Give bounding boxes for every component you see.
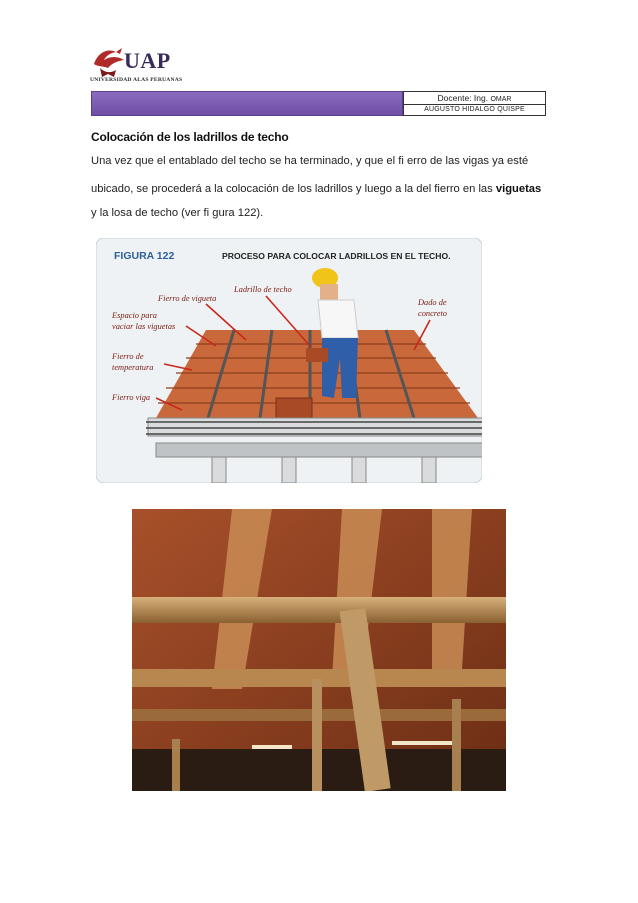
label-dado-2: concreto	[418, 309, 447, 318]
docente-name: AUGUSTO HIDALGO QUISPE	[424, 106, 525, 113]
label-fierro-temp-1: Fierro de	[112, 352, 144, 361]
docente-label: Docente: Ing.	[437, 93, 489, 103]
label-espacio-1: Espacio para	[112, 311, 157, 320]
label-espacio-2: vaciar las viguetas	[112, 322, 176, 331]
paragraph-line-2-text: ubicado, se procederá a la colocación de los ladrillos y luego a la del fierro en las	[91, 183, 493, 195]
formwork-photo	[132, 509, 506, 791]
label-fierro-vigueta: Fierro de vigueta	[158, 294, 217, 303]
header-accent-bar	[91, 91, 403, 116]
logo-text: UAP	[124, 48, 171, 73]
uap-logo	[90, 44, 200, 90]
figure-122-illustration	[96, 238, 482, 483]
figure-title: PROCESO PARA COLOCAR LADRILLOS EN EL TECHO.	[222, 251, 451, 261]
label-ladrillo: Ladrillo de techo	[234, 285, 292, 294]
figure-number: FIGURA 122	[114, 250, 175, 262]
logo-subtitle: UNIVERSIDAD ALAS PERUANAS	[90, 77, 183, 83]
paragraph-line-2	[91, 183, 541, 195]
label-fierro-viga: Fierro viga	[112, 393, 151, 402]
viguetas-bold: viguetas	[495, 183, 542, 195]
paragraph-line-1: Una vez que el entablado del techo se ha terminado, y que el fi erro de las vigas ya esté	[91, 155, 529, 167]
paragraph-line-3: y la losa de techo (ver fi gura 122).	[91, 207, 264, 219]
docente-box	[403, 91, 546, 116]
section-heading: Colocación de los ladrillos de techo	[91, 130, 289, 144]
label-dado-1: Dado de	[418, 298, 447, 307]
label-fierro-temp-2: temperatura	[112, 363, 154, 372]
docente-first-name: OMAR	[490, 96, 512, 103]
